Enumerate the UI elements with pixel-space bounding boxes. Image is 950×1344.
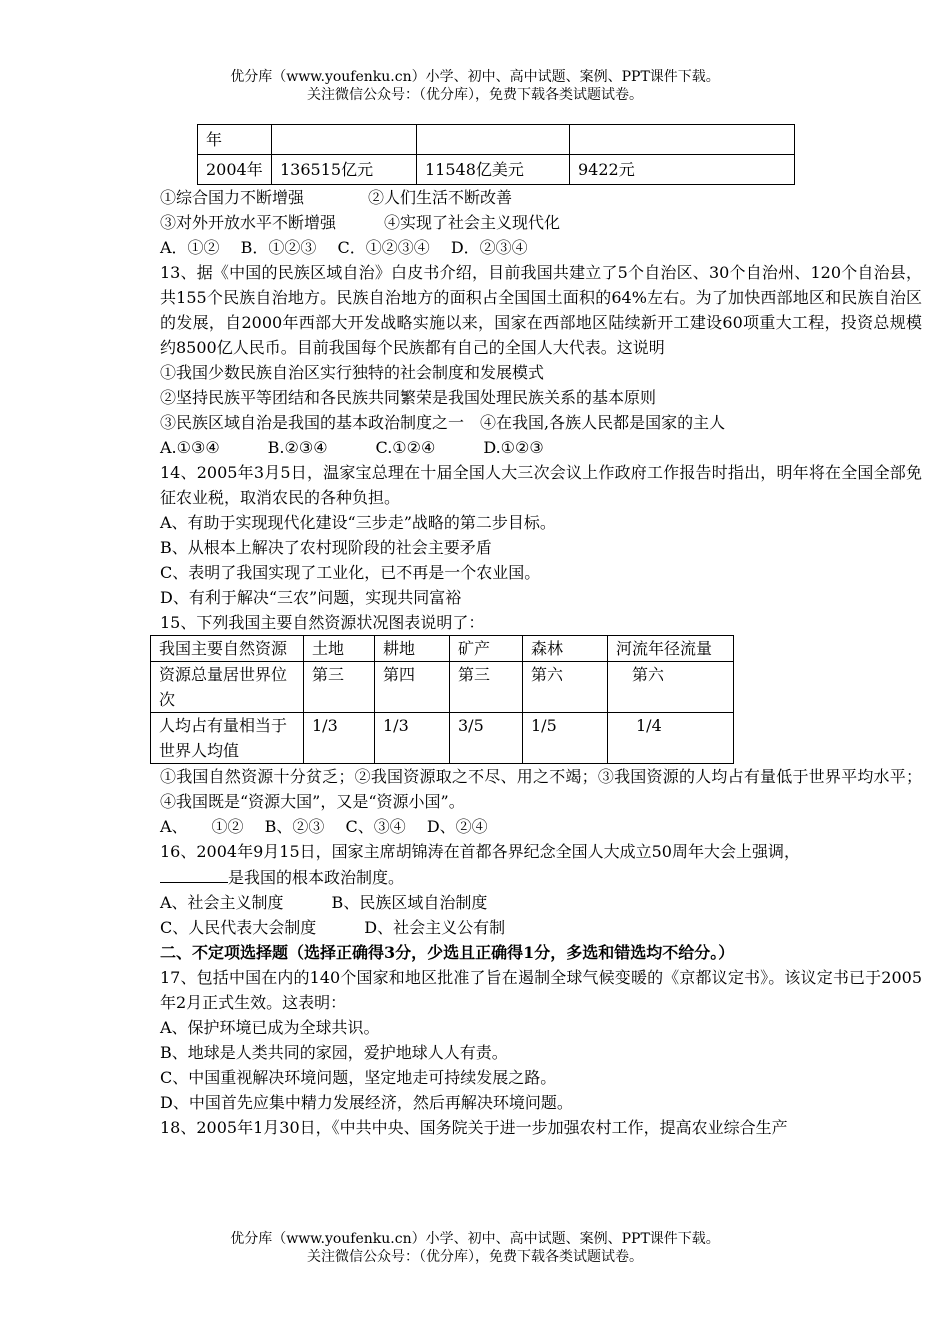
table-cell: 土地 [304, 636, 375, 662]
q14-option-c: C、表明了我国实现了工业化，已不再是一个农业国。 [160, 563, 541, 582]
table-cell: 第六 [608, 662, 734, 713]
section-2-title: 二、不定项选择题（选择正确得3分，少选且正确得1分，多选和错选均不给分。） [160, 943, 735, 962]
q15-answers: A、 ①② B、②③ C、③④ D、②④ [160, 817, 488, 836]
table-cell: 第四 [375, 662, 450, 713]
q13-stem: 13、据《中国的民族区域自治》白皮书介绍，目前我国共建立了5个自治区、30个自治州、120个自治县，共155个民族自治地方。民族自治地方的面积占全国国土面积的64%左右。为了加快西部地区和民族自治区的发展，自2000年西部大开发战略实施以来，国家在西部地区陆续新开工建设60项重大工程，投资总规模约8500亿人民币。目前我国每个民族都有自己的全国人大代表。这说明 [160, 263, 922, 357]
q16-stem: 16、2004年9月15日，国家主席胡锦涛在首都各界纪念全国人大成立50周年大会上强调， [160, 842, 800, 861]
q13-option-1: ①我国少数民族自治区实行独特的社会制度和发展模式 [160, 363, 545, 382]
table-cell [570, 125, 795, 155]
table-cell: 2004年 [198, 155, 272, 185]
table-row [151, 662, 734, 713]
table-row [151, 636, 734, 662]
table-cell: 9422元 [570, 155, 795, 185]
table-cell: 矿产 [450, 636, 523, 662]
q17-option-d: D、中国首先应集中精力发展经济，然后再解决环境问题。 [160, 1093, 573, 1112]
q14-option-a: A、有助于实现现代化建设“三步走”战略的第二步目标。 [160, 513, 556, 532]
q14-option-b: B、从根本上解决了农村现阶段的社会主要矛盾 [160, 538, 492, 557]
footer-line-2: 关注微信公众号：（优分库），免费下载各类试题试卷。 [307, 1249, 643, 1265]
table-cell [272, 125, 417, 155]
table-cell: 1/3 [304, 713, 375, 764]
q17-option-a: A、保护环境已成为全球共识。 [160, 1018, 380, 1037]
table-cell: 耕地 [375, 636, 450, 662]
table-cell: 第三 [450, 662, 523, 713]
page-header [0, 68, 950, 104]
q16-stem-tail: 是我国的根本政治制度。 [228, 868, 405, 887]
table-cell: 第六 [523, 662, 608, 713]
footer-line-1: 优分库（www.youfenku.cn）小学、初中、高中试题、案例、PPT课件下载。 [230, 1231, 720, 1247]
q15-options: ①我国自然资源十分贫乏；②我国资源取之不尽、用之不竭；③我国资源的人均占有量低于世界平均水平；④我国既是“资源大国”，又是“资源小国”。 [160, 767, 922, 811]
table-cell: 河流年径流量 [608, 636, 734, 662]
q13-option-3: ③民族区域自治是我国的基本政治制度之一 ④在我国,各族人民都是国家的主人 [160, 413, 726, 432]
table-row [198, 155, 795, 185]
q12-options-line-2: ③对外开放水平不断增强 ④实现了社会主义现代化 [160, 213, 561, 232]
table-cell: 136515亿元 [272, 155, 417, 185]
q16-stem-tail-line [160, 864, 922, 890]
table-row [151, 713, 734, 764]
q12-options-line-1: ①综合国力不断增强 ②人们生活不断改善 [160, 188, 513, 207]
q13-option-2: ②坚持民族平等团结和各民族共同繁荣是我国处理民族关系的基本原则 [160, 388, 657, 407]
q14-option-d: D、有利于解决“三农”问题，实现共同富裕 [160, 588, 462, 607]
table-cell: 第三 [304, 662, 375, 713]
gdp-table [197, 124, 795, 185]
header-line-2: 关注微信公众号：（优分库），免费下载各类试题试卷。 [307, 87, 643, 103]
document-body [160, 124, 922, 1140]
q16-options-line-1: A、社会主义制度 B、民族区域自治制度 [160, 893, 488, 912]
q12-answers: A．①② B．①②③ C．①②③④ D．②③④ [160, 238, 528, 257]
q17-option-c: C、中国重视解决环境问题，坚定地走可持续发展之路。 [160, 1068, 557, 1087]
table-cell: 1/4 [608, 713, 734, 764]
answer-blank [160, 864, 228, 883]
table-cell: 3/5 [450, 713, 523, 764]
resource-table [150, 635, 734, 764]
table-cell: 年 [198, 125, 272, 155]
table-row [198, 125, 795, 155]
q14-stem: 14、2005年3月5日，温家宝总理在十届全国人大三次会议上作政府工作报告时指出，明年将在全国全部免征农业税，取消农民的各种负担。 [160, 463, 922, 507]
table-cell: 1/3 [375, 713, 450, 764]
table-cell: 人均占有量相当于世界人均值 [151, 713, 304, 764]
header-line-1: 优分库（www.youfenku.cn）小学、初中、高中试题、案例、PPT课件下载。 [230, 69, 720, 85]
table-cell: 森林 [523, 636, 608, 662]
table-cell [417, 125, 570, 155]
q18-stem: 18、2005年1月30日，《中共中央、国务院关于进一步加强农村工作，提高农业综合生产 [160, 1118, 788, 1137]
table-cell: 我国主要自然资源 [151, 636, 304, 662]
table-cell: 11548亿美元 [417, 155, 570, 185]
table-cell: 资源总量居世界位次 [151, 662, 304, 713]
q13-answers: A.①③④ B.②③④ C.①②④ D.①②③ [160, 438, 544, 457]
table-cell: 1/5 [523, 713, 608, 764]
page-footer [0, 1230, 950, 1266]
q15-stem: 15、下列我国主要自然资源状况图表说明了： [160, 613, 485, 632]
q16-options-line-2: C、人民代表大会制度 D、社会主义公有制 [160, 918, 506, 937]
q17-option-b: B、地球是人类共同的家园，爱护地球人人有责。 [160, 1043, 508, 1062]
q17-stem: 17、包括中国在内的140个国家和地区批准了旨在遏制全球气候变暖的《京都议定书》。该议定书已于2005年2月正式生效。这表明： [160, 968, 922, 1012]
